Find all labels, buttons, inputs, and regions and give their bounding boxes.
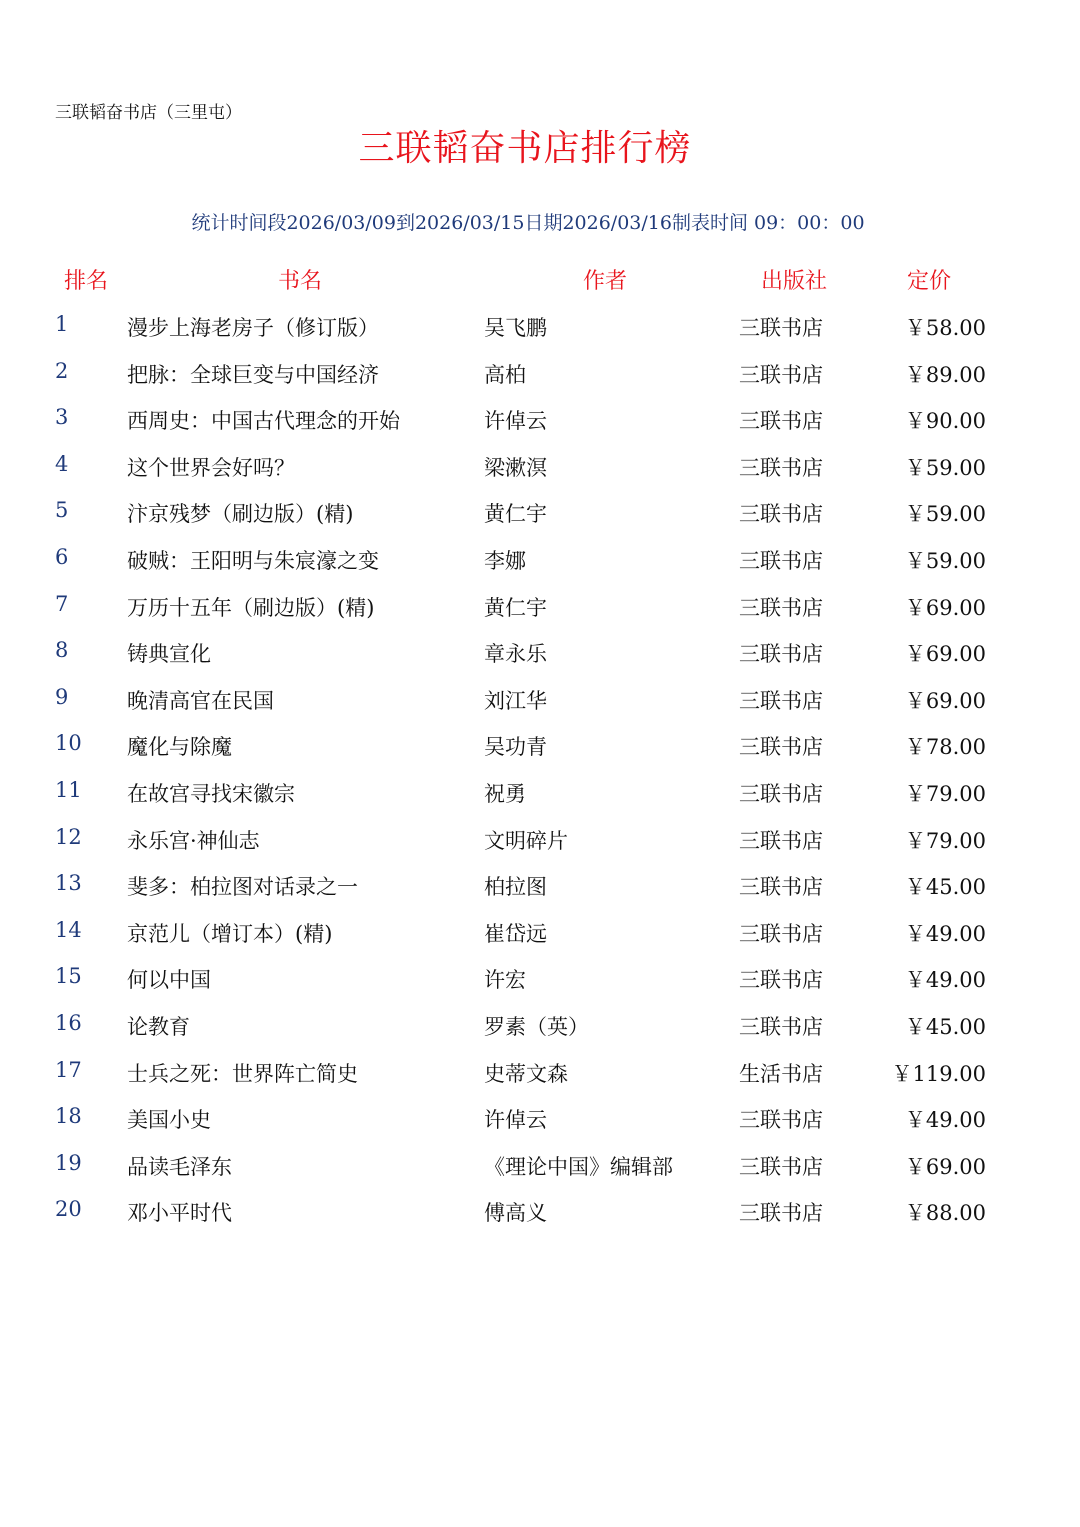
author-cell: 章永乐 xyxy=(484,642,547,667)
book-title-cell: 论教育 xyxy=(127,1014,190,1039)
rank-cell: 12 xyxy=(55,824,82,849)
book-title-cell: 在故宫寻找宋徽宗 xyxy=(127,781,295,806)
author-cell: 梁漱溟 xyxy=(484,455,547,480)
publisher-cell: 三联书店 xyxy=(739,316,823,340)
publisher-cell: 三联书店 xyxy=(739,968,823,993)
author-cell: 《理论中国》编辑部 xyxy=(484,1154,673,1179)
page-title: 三联韬奋书店排行榜 xyxy=(358,128,692,169)
author-cell: 李娜 xyxy=(484,548,526,573)
author-cell: 黄仁宇 xyxy=(484,502,547,527)
author-cell: 许宏 xyxy=(484,968,526,993)
price-cell: ￥69.00 xyxy=(904,1154,986,1179)
publisher-cell: 三联书店 xyxy=(739,828,823,853)
rank-cell: 14 xyxy=(55,917,82,942)
price-cell: ￥90.00 xyxy=(904,409,986,434)
price-cell: ￥119.00 xyxy=(891,1061,986,1086)
ranking-table-body xyxy=(0,310,1080,1242)
author-cell: 刘江华 xyxy=(484,688,547,713)
publisher-cell: 三联书店 xyxy=(739,1014,823,1039)
price-cell: ￥78.00 xyxy=(904,735,986,760)
author-cell: 许倬云 xyxy=(484,409,547,434)
author-cell: 高柏 xyxy=(484,362,526,387)
table-header xyxy=(0,264,1080,300)
table-row xyxy=(0,1102,1080,1149)
table-row xyxy=(0,496,1080,543)
publisher-cell: 三联书店 xyxy=(739,1201,823,1226)
table-row xyxy=(0,776,1080,823)
rank-cell: 3 xyxy=(55,405,69,430)
table-row xyxy=(0,916,1080,963)
table-row xyxy=(0,1195,1080,1242)
publisher-cell: 三联书店 xyxy=(739,688,823,713)
rank-cell: 10 xyxy=(55,731,82,756)
table-row xyxy=(0,823,1080,870)
book-title-cell: 魔化与除魔 xyxy=(127,735,232,760)
author-cell: 文明碎片 xyxy=(484,828,568,853)
price-cell: ￥69.00 xyxy=(904,642,986,667)
price-cell: ￥89.00 xyxy=(904,362,986,387)
price-cell: ￥58.00 xyxy=(904,316,986,340)
rank-cell: 5 xyxy=(55,498,69,523)
publisher-cell: 三联书店 xyxy=(739,642,823,667)
table-row xyxy=(0,636,1080,683)
book-title-cell: 西周史：中国古代理念的开始 xyxy=(127,409,400,434)
rank-cell: 18 xyxy=(55,1104,82,1129)
publisher-cell: 三联书店 xyxy=(739,875,823,900)
author-cell: 史蒂文森 xyxy=(484,1061,568,1086)
book-title-cell: 何以中国 xyxy=(127,968,211,993)
rank-cell: 13 xyxy=(55,871,82,896)
rank-cell: 17 xyxy=(55,1057,82,1082)
header-author: 作者 xyxy=(583,269,628,294)
book-title-cell: 汴京残梦（刷边版）(精) xyxy=(127,502,354,527)
book-title-cell: 把脉：全球巨变与中国经济 xyxy=(127,362,379,387)
rank-cell: 6 xyxy=(55,544,69,569)
table-row xyxy=(0,1009,1080,1056)
publisher-cell: 生活书店 xyxy=(739,1061,823,1086)
rank-cell: 9 xyxy=(55,684,69,709)
header-book-title: 书名 xyxy=(278,269,323,294)
table-row xyxy=(0,683,1080,730)
publisher-cell: 三联书店 xyxy=(739,409,823,434)
header-price: 定价 xyxy=(907,269,952,294)
book-title-cell: 这个世界会好吗？ xyxy=(127,455,295,480)
author-cell: 许倬云 xyxy=(484,1108,547,1133)
table-row xyxy=(0,357,1080,404)
publisher-cell: 三联书店 xyxy=(739,1154,823,1179)
table-row xyxy=(0,1149,1080,1196)
author-cell: 吴飞鹏 xyxy=(484,316,547,340)
price-cell: ￥45.00 xyxy=(904,1014,986,1039)
book-title-cell: 京范儿（增订本）(精) xyxy=(127,921,333,946)
publisher-cell: 三联书店 xyxy=(739,455,823,480)
rank-cell: 16 xyxy=(55,1010,82,1035)
table-row xyxy=(0,403,1080,450)
book-title-cell: 斐多：柏拉图对话录之一 xyxy=(127,875,358,900)
book-title-cell: 美国小史 xyxy=(127,1108,211,1133)
publisher-cell: 三联书店 xyxy=(739,781,823,806)
rank-cell: 1 xyxy=(55,312,69,336)
header-publisher: 出版社 xyxy=(761,269,828,294)
publisher-cell: 三联书店 xyxy=(739,595,823,620)
author-cell: 傅高义 xyxy=(484,1201,547,1226)
publisher-cell: 三联书店 xyxy=(739,735,823,760)
author-cell: 崔岱远 xyxy=(484,921,547,946)
book-title-cell: 铸典宣化 xyxy=(127,642,211,667)
price-cell: ￥49.00 xyxy=(904,921,986,946)
book-title-cell: 士兵之死：世界阵亡简史 xyxy=(127,1061,358,1086)
rank-cell: 7 xyxy=(55,591,69,616)
author-cell: 祝勇 xyxy=(484,781,526,806)
author-cell: 吴功青 xyxy=(484,735,547,760)
book-title-cell: 晚清高官在民国 xyxy=(127,688,274,713)
rank-cell: 15 xyxy=(55,964,82,989)
publisher-cell: 三联书店 xyxy=(739,1108,823,1133)
book-title-cell: 邓小平时代 xyxy=(127,1201,232,1226)
price-cell: ￥59.00 xyxy=(904,502,986,527)
rank-cell: 8 xyxy=(55,638,69,663)
price-cell: ￥59.00 xyxy=(904,455,986,480)
author-cell: 罗素（英） xyxy=(484,1014,589,1039)
book-title-cell: 永乐宫·神仙志 xyxy=(127,828,260,853)
book-title-cell: 万历十五年（刷边版）(精) xyxy=(127,595,375,620)
author-cell: 黄仁宇 xyxy=(484,595,547,620)
rank-cell: 2 xyxy=(55,358,69,383)
table-row xyxy=(0,962,1080,1009)
table-row xyxy=(0,450,1080,497)
table-row xyxy=(0,869,1080,916)
book-title-cell: 漫步上海老房子（修订版） xyxy=(127,316,379,340)
table-row xyxy=(0,729,1080,776)
header-rank: 排名 xyxy=(64,269,109,294)
price-cell: ￥45.00 xyxy=(904,875,986,900)
rank-cell: 4 xyxy=(55,451,69,476)
price-cell: ￥49.00 xyxy=(904,1108,986,1133)
price-cell: ￥79.00 xyxy=(904,781,986,806)
price-cell: ￥69.00 xyxy=(904,688,986,713)
rank-cell: 19 xyxy=(55,1150,82,1175)
rank-cell: 11 xyxy=(55,777,82,802)
price-cell: ￥79.00 xyxy=(904,828,986,853)
store-name: 三联韬奋书店（三里屯） xyxy=(55,103,242,123)
table-row xyxy=(0,1056,1080,1103)
publisher-cell: 三联书店 xyxy=(739,362,823,387)
price-cell: ￥88.00 xyxy=(904,1201,986,1226)
publisher-cell: 三联书店 xyxy=(739,502,823,527)
book-title-cell: 品读毛泽东 xyxy=(127,1154,232,1179)
author-cell: 柏拉图 xyxy=(484,875,547,900)
statistics-period-line: 统计时间段2026/03/09到2026/03/15日期2026/03/16制表时间 09：00：00 xyxy=(191,212,865,234)
publisher-cell: 三联书店 xyxy=(739,548,823,573)
price-cell: ￥49.00 xyxy=(904,968,986,993)
book-title-cell: 破贼：王阳明与朱宸濠之变 xyxy=(127,548,379,573)
table-row xyxy=(0,590,1080,637)
rank-cell: 20 xyxy=(55,1197,82,1222)
price-cell: ￥59.00 xyxy=(904,548,986,573)
publisher-cell: 三联书店 xyxy=(739,921,823,946)
table-row xyxy=(0,310,1080,357)
table-row xyxy=(0,543,1080,590)
price-cell: ￥69.00 xyxy=(904,595,986,620)
